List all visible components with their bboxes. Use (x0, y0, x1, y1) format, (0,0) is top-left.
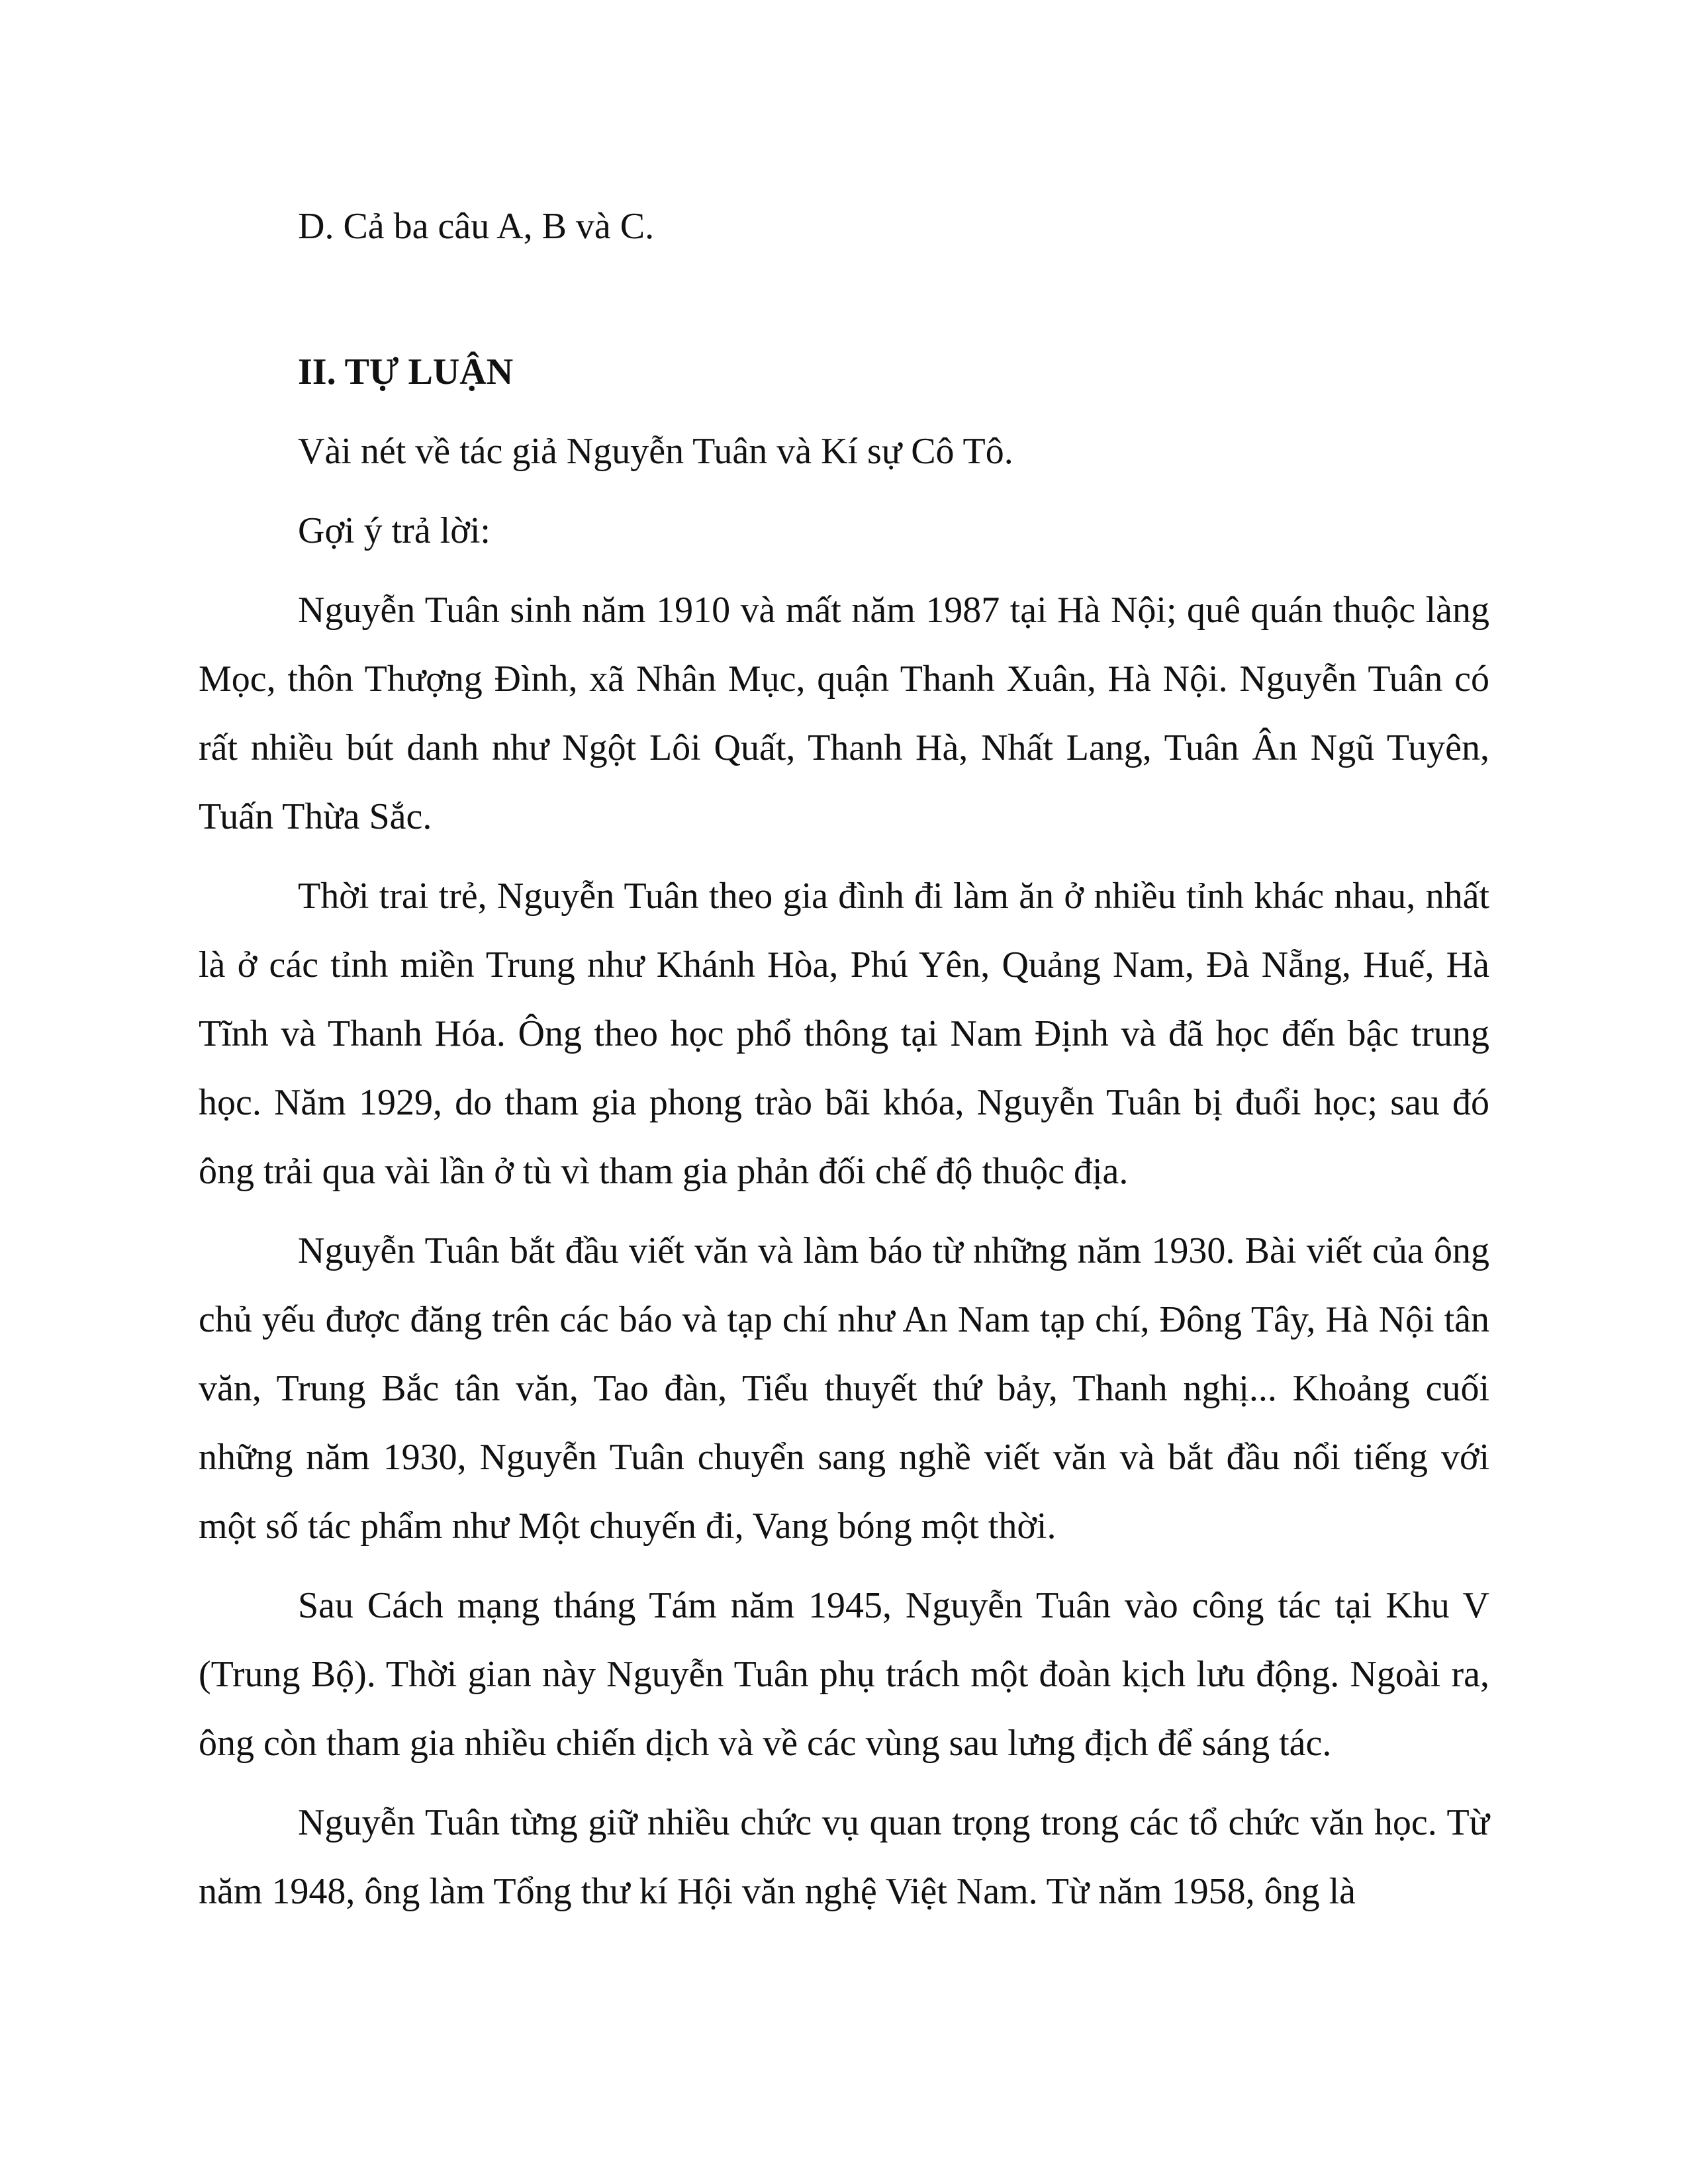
paragraph-youth: Thời trai trẻ, Nguyễn Tuân theo gia đình đi làm ăn ở nhiều tỉnh khác nhau, nhất là ở các tỉnh miền Trung như Khánh Hòa, Phú Yên, Quảng Nam, Đà Nẵng, Huế, Hà Tĩnh và Thanh Hóa. Ông theo học phổ thông tại Nam Định và đã học đến bậc trung học. Năm 1929, do tham gia phong trào bãi khóa, Nguyễn Tuân bị đuổi học; sau đó ông trải qua vài lần ở tù vì tham gia phản đối chế độ thuộc địa. (199, 876, 1489, 1192)
paragraph-after-revolution: Sau Cách mạng tháng Tám năm 1945, Nguyễn Tuân vào công tác tại Khu V (Trung Bộ). Thời gian này Nguyễn Tuân phụ trách một đoàn kịch lưu động. Ngoài ra, ông còn tham gia nhiều chiến dịch và về các vùng sau lưng địch để sáng tác. (199, 1585, 1489, 1764)
paragraph-biography: Nguyễn Tuân sinh năm 1910 và mất năm 1987 tại Hà Nội; quê quán thuộc làng Mọc, thôn Thượng Đình, xã Nhân Mục, quận Thanh Xuân, Hà Nội. Nguyễn Tuân có rất nhiều bút danh như Ngột Lôi Quất, Thanh Hà, Nhất Lang, Tuân Ân Ngũ Tuyên, Tuấn Thừa Sắc. (199, 590, 1489, 837)
page-content (199, 192, 1489, 1936)
paragraph-early-career: Nguyễn Tuân bắt đầu viết văn và làm báo từ những năm 1930. Bài viết của ông chủ yếu được đăng trên các báo và tạp chí như An Nam tạp chí, Đông Tây, Hà Nội tân văn, Trung Bắc tân văn, Tao đàn, Tiểu thuyết thứ bảy, Thanh nghị... Khoảng cuối những năm 1930, Nguyễn Tuân chuyển sang nghề viết văn và bắt đầu nổi tiếng với một số tác phẩm như Một chuyến đi, Vang bóng một thời. (199, 1230, 1489, 1547)
section-heading: II. TỰ LUẬN (298, 351, 514, 392)
paragraph-positions: Nguyễn Tuân từng giữ nhiều chức vụ quan trọng trong các tổ chức văn học. Từ năm 1948, ông làm Tổng thư kí Hội văn nghệ Việt Nam. Từ năm 1958, ông là (199, 1802, 1489, 1912)
essay-question: Vài nét về tác giả Nguyễn Tuân và Kí sự Cô Tô. (298, 431, 1013, 472)
hint-label: Gợi ý trả lời: (298, 510, 491, 551)
answer-option-d: D. Cả ba câu A, B và C. (298, 206, 655, 247)
